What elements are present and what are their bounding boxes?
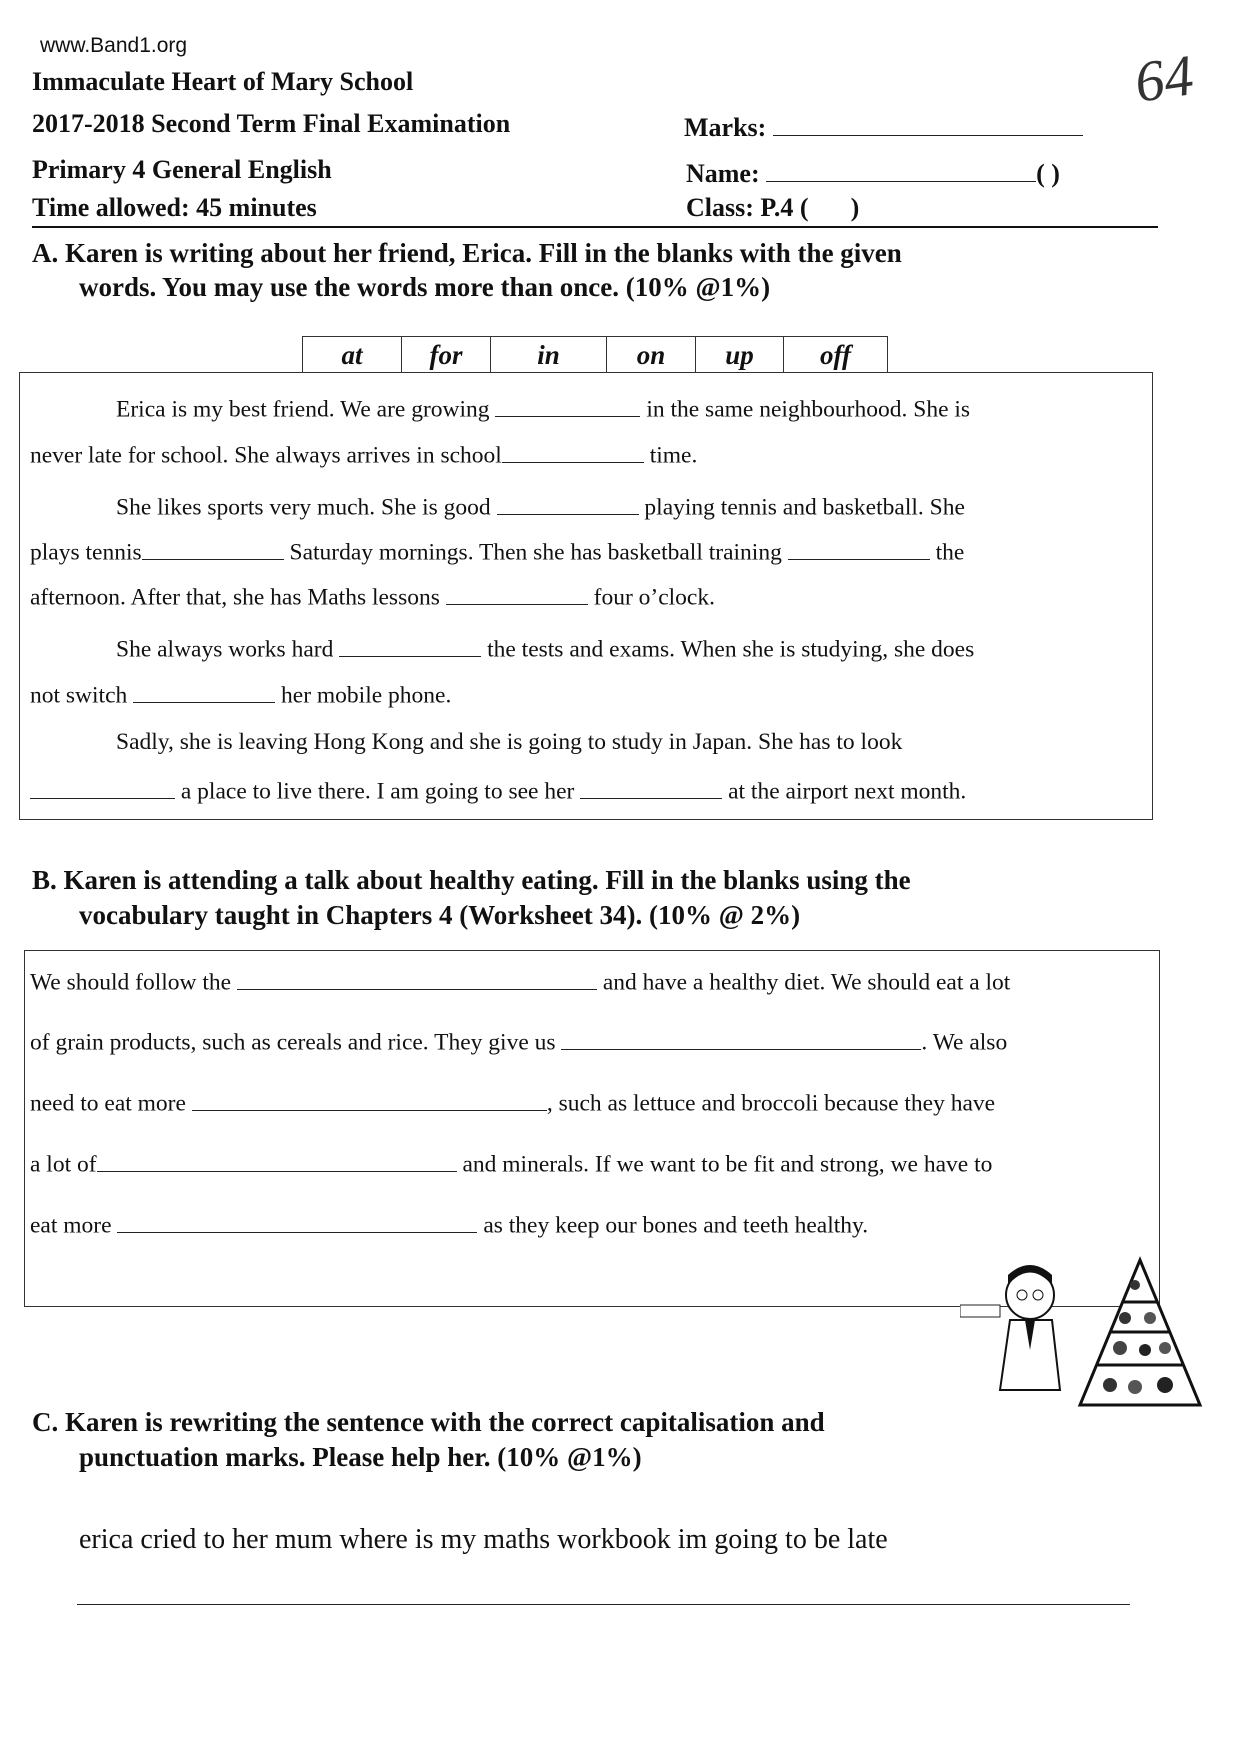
blank-b3[interactable] — [192, 1086, 547, 1111]
section-c-instruction-1: C. Karen is rewriting the sentence with the correct capitalisation and — [32, 1407, 825, 1437]
school-name: Immaculate Heart of Mary School — [32, 67, 414, 96]
blank-2[interactable] — [502, 438, 644, 463]
marks-label: Marks: — [684, 113, 767, 142]
b-line-4: a lot of and minerals. If we want to be fit and strong, we have to — [30, 1147, 992, 1179]
a-line-5: afternoon. After that, she has Maths lessons four o’clock. — [30, 580, 715, 612]
b-line-5: eat more as they keep our bones and teeth healthy. — [30, 1208, 868, 1240]
blank-b5[interactable] — [117, 1208, 477, 1233]
name-field[interactable] — [686, 155, 1060, 189]
word-off: off — [820, 340, 851, 370]
a-line-9: a place to live there. I am going to see her at the airport next month. — [30, 774, 966, 806]
time-allowed: Time allowed: 45 minutes — [32, 193, 317, 222]
a-line-6: She always works hard the tests and exams. When she is studying, she does — [116, 632, 974, 664]
blank-10[interactable] — [580, 774, 722, 799]
class-label: Class: P.4 ( — [686, 193, 809, 222]
section-a-instruction-1: A. Karen is writing about her friend, Erica. Fill in the blanks with the given — [32, 238, 902, 268]
section-b-instruction-2: vocabulary taught in Chapters 4 (Worksheet 34). (10% @ 2%) — [79, 900, 801, 930]
b-line-1: We should follow the and have a healthy diet. We should eat a lot — [30, 965, 1010, 997]
blank-b4[interactable] — [97, 1147, 457, 1172]
answer-line[interactable] — [77, 1604, 1130, 1605]
blank-8[interactable] — [133, 678, 275, 703]
section-a-instruction-2: words. You may use the words more than once. (10% @1%) — [79, 272, 771, 302]
word-for: for — [402, 337, 491, 373]
section-c-instruction-2: punctuation marks. Please help her. (10% @1%) — [79, 1442, 642, 1472]
word-at: at — [303, 337, 402, 373]
blank-6[interactable] — [446, 580, 588, 605]
class-field[interactable] — [686, 193, 859, 223]
blank-b1[interactable] — [237, 965, 597, 990]
a-line-3: She likes sports very much. She is good playing tennis and basketball. She — [116, 490, 965, 522]
word-bank — [302, 336, 888, 373]
header-divider — [32, 226, 1158, 228]
subject: Primary 4 General English — [32, 155, 332, 184]
website-watermark: www.Band1.org — [40, 34, 188, 57]
blank-9[interactable] — [30, 774, 175, 799]
doctor-food-pyramid-illustration — [960, 1240, 1210, 1415]
blank-5[interactable] — [788, 535, 930, 560]
handwritten-score: 64 — [1130, 42, 1198, 115]
word-on: on — [607, 337, 696, 373]
section-b-instruction-1: B. Karen is attending a talk about healthy eating. Fill in the blanks using the — [32, 865, 911, 895]
blank-3[interactable] — [497, 490, 639, 515]
class-number-paren: ( ) — [1036, 159, 1060, 188]
a-line-4: plays tennis Saturday mornings. Then she has basketball training the — [30, 535, 964, 567]
marks-field[interactable] — [684, 109, 1083, 143]
a-line-2: never late for school. She always arrives in school time. — [30, 438, 697, 470]
a-line-8: Sadly, she is leaving Hong Kong and she is going to study in Japan. She has to look — [116, 729, 903, 755]
class-close: ) — [850, 193, 860, 222]
sentence-to-rewrite: erica cried to her mum where is my maths workbook im going to be late — [79, 1524, 888, 1555]
blank-1[interactable] — [495, 392, 640, 417]
b-line-3: need to eat more , such as lettuce and broccoli because they have — [30, 1086, 995, 1118]
a-line-1: Erica is my best friend. We are growing in the same neighbourhood. She is — [116, 392, 970, 424]
word-in: in — [491, 337, 607, 373]
b-line-2: of grain products, such as cereals and rice. They give us . We also — [30, 1025, 1007, 1057]
blank-b2[interactable] — [561, 1025, 921, 1050]
blank-4[interactable] — [142, 535, 284, 560]
exam-title: 2017-2018 Second Term Final Examination — [32, 109, 511, 138]
a-line-7: not switch her mobile phone. — [30, 678, 451, 710]
blank-7[interactable] — [339, 632, 481, 657]
word-up: up — [696, 337, 784, 373]
name-label: Name: — [686, 159, 760, 188]
